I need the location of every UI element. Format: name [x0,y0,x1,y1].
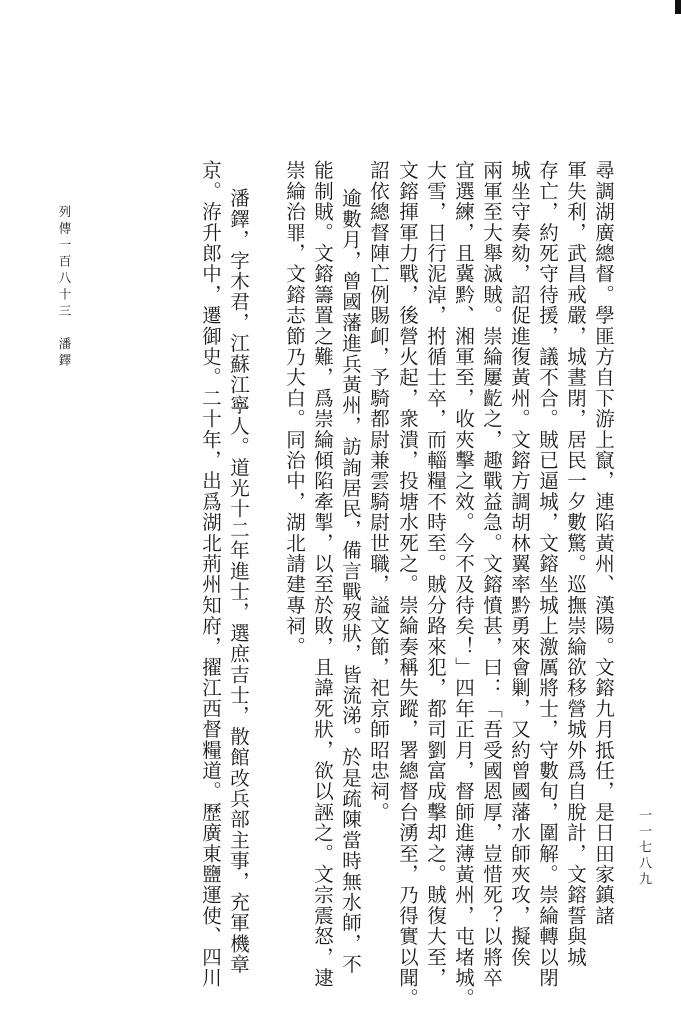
text-column-1: 尋調湖廣總督。學匪方自下游上竄，連陷黃州、漢陽。文鎔九月抵任，是日田家鎮諸 [592,160,615,926]
page-corner-mark [675,0,681,14]
text-column-3: 存亡，約死守待援，議不合。賊已逼城，文鎔坐城上激厲將士，守數旬，圍解。崇綸轉以閉 [536,160,559,988]
text-column-9: 詔依總督陣亡例賜卹，予騎都尉兼雲騎尉世職，謚文節，祀京師昭忠祠。 [367,160,390,823]
text-column-10: 逾數月，曾國藩進兵黃州，訪詢居民，備言戰歿狀，皆流涕。於是疏陳當時無水師，不 [339,188,362,975]
text-column-5: 兩軍至大舉滅賊。崇綸屢齕之，趣戰益急。文鎔憤甚，曰：「吾受國恩厚，豈惜死？以將卒 [480,160,503,988]
text-column-7: 大雪，日行泥淖，拊循士卒，而輜糧不時至。賊分路來犯，都司劉富成擊却之。賊復大至， [424,160,447,988]
text-column-13: 潘鐸，字木君，江蘇江寧人。道光十二年進士，選庶吉士，散館改兵部主事，充軍機章 [227,188,250,975]
text-column-4: 城坐守奏劾，詔促進復黃州。文鎔方調胡林翼率黔勇來會剿，又約曾國藩水師夾攻，擬俟 [508,160,531,968]
page-number: 一一七八九 [636,808,651,888]
text-column-14: 京。洊升郎中，遷御史。二十年，出爲湖北荊州知府，擢江西督糧道。歷廣東鹽運使、四川 [199,160,222,988]
text-column-8: 文鎔揮軍力戰，後營火起，衆潰，投塘水死之。崇綸奏稱失蹤，署總督台湧至，乃得實以聞。 [396,160,419,1009]
text-column-12: 崇綸治罪，文鎔志節乃大白。同治中，湖北請建專祠。 [283,160,306,657]
text-column-2: 軍失利，武昌戒嚴，城晝閉，居民一夕數驚。巡撫崇綸欲移營城外爲自脫計，文鎔誓與城 [564,160,587,968]
text-column-6: 宜選練，且冀黔、湘軍至，收夾擊之效。今不及待矣！」四年正月，督師進薄黃州，屯堵城。 [452,160,475,1009]
running-header: 列傳一百八十三 潘鐸 [57,205,72,370]
text-column-11: 能制賊。文鎔籌置之難，爲崇綸傾陷牽掣，以至於敗，且諱死狀，欲以誣之。文宗震怒，逮 [311,160,334,988]
